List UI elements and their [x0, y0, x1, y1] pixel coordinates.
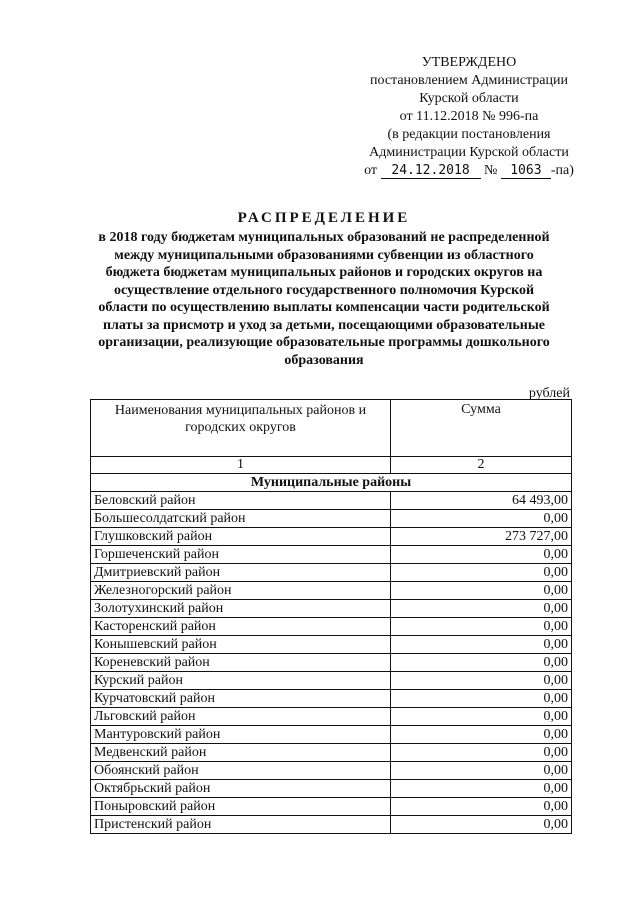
table-row: [91, 636, 572, 654]
district-name: Глушковский район: [91, 528, 391, 546]
table-row: [91, 798, 572, 816]
district-amount: 0,00: [391, 672, 572, 690]
district-name: Медвенский район: [91, 744, 391, 762]
approval-line-4: (в редакции постановления: [387, 127, 551, 142]
column-number-row: [91, 457, 572, 474]
district-name: Курчатовский район: [91, 690, 391, 708]
district-amount: 0,00: [391, 600, 572, 618]
subtitle-line: платы за присмотр и уход за детьми, посещающими образовательные: [102, 317, 546, 333]
document-heading: РАСПРЕДЕЛЕНИЕ: [237, 210, 411, 226]
district-amount: 0,00: [391, 726, 572, 744]
table-row: [91, 654, 572, 672]
table-row: [91, 690, 572, 708]
col-header-name: Наименования муниципальных районов и городских округов: [91, 400, 391, 457]
approval-line-1: постановлением Администрации: [370, 73, 568, 88]
table-row: [91, 726, 572, 744]
table-row: [91, 762, 572, 780]
subtitle-line: бюджета бюджетам муниципальных районов и городских округов на: [105, 265, 543, 280]
district-amount: 0,00: [391, 618, 572, 636]
district-name: Кореневский район: [91, 654, 391, 672]
section-title: Муниципальные районы: [91, 474, 572, 492]
distribution-table: [90, 399, 572, 834]
district-name: Железногорский район: [91, 582, 391, 600]
district-amount: 0,00: [391, 582, 572, 600]
table-row: [91, 546, 572, 564]
district-name: Большесолдатский район: [91, 510, 391, 528]
district-name: Мантуровский район: [91, 726, 391, 744]
table-row: [91, 564, 572, 582]
district-amount: 64 493,00: [391, 492, 572, 510]
district-name: Льговский район: [91, 708, 391, 726]
col-number-1: 1: [91, 457, 391, 474]
subtitle-line: в 2018 году бюджетам муниципальных образований не распределенной: [98, 230, 550, 245]
district-amount: 0,00: [391, 654, 572, 672]
district-amount: 0,00: [391, 744, 572, 762]
table-row: [91, 780, 572, 798]
subtitle-line: организации, реализующие образовательные программы дошкольного: [98, 335, 550, 350]
district-name: Поныровский район: [91, 798, 391, 816]
approval-edition-line: [344, 162, 594, 180]
subtitle-line: между муниципальными образованиями субвенции из областного: [114, 247, 534, 263]
district-name: Дмитриевский район: [91, 564, 391, 582]
table-row: [91, 816, 572, 834]
table-row: [91, 708, 572, 726]
approval-line-2: Курской области: [419, 91, 519, 106]
edition-number: 1063: [501, 163, 551, 179]
col-header-amount: Сумма: [391, 400, 572, 457]
table-row: [91, 744, 572, 762]
document-subtitle: [80, 229, 568, 369]
number-prefix: №: [484, 163, 498, 178]
table-row: [91, 618, 572, 636]
district-amount: 0,00: [391, 510, 572, 528]
table-row: [91, 492, 572, 510]
subtitle-line: образования: [284, 352, 364, 368]
table-row: [91, 510, 572, 528]
district-name: Пристенский район: [91, 816, 391, 834]
subtitle-line: области по осуществлению выплаты компенсации части родительской: [98, 300, 550, 315]
table-row: [91, 600, 572, 618]
district-amount: 273 727,00: [391, 528, 572, 546]
district-name: Курский район: [91, 672, 391, 690]
district-amount: 0,00: [391, 816, 572, 834]
district-amount: 0,00: [391, 708, 572, 726]
district-name: Конышевский район: [91, 636, 391, 654]
approval-block: [344, 54, 594, 180]
from-prefix: от: [364, 163, 378, 178]
table-row: [91, 582, 572, 600]
district-amount: 0,00: [391, 636, 572, 654]
table-row: [91, 672, 572, 690]
district-name: Золотухинский район: [91, 600, 391, 618]
district-amount: 0,00: [391, 690, 572, 708]
document-title-block: [80, 208, 568, 369]
district-name: Касторенский район: [91, 618, 391, 636]
approval-line-5: Администрации Курской области: [369, 145, 569, 160]
district-amount: 0,00: [391, 780, 572, 798]
district-name: Горшеченский район: [91, 546, 391, 564]
table-row: [91, 528, 572, 546]
col-number-2: 2: [391, 457, 572, 474]
district-amount: 0,00: [391, 564, 572, 582]
district-name: Беловский район: [91, 492, 391, 510]
edition-date: 24.12.2018: [381, 163, 481, 179]
district-name: Обоянский район: [91, 762, 391, 780]
approval-title: УТВЕРЖДЕНО: [421, 55, 517, 70]
district-amount: 0,00: [391, 762, 572, 780]
currency-unit: рублей: [528, 386, 570, 401]
district-name: Октябрьский район: [91, 780, 391, 798]
district-amount: 0,00: [391, 798, 572, 816]
edition-suffix: -па): [550, 163, 574, 178]
subtitle-line: осуществление отдельного государственного полномочия Курской: [113, 282, 535, 298]
approval-line-3: от 11.12.2018 № 996-па: [399, 109, 539, 124]
section-row: [91, 474, 572, 492]
district-amount: 0,00: [391, 546, 572, 564]
